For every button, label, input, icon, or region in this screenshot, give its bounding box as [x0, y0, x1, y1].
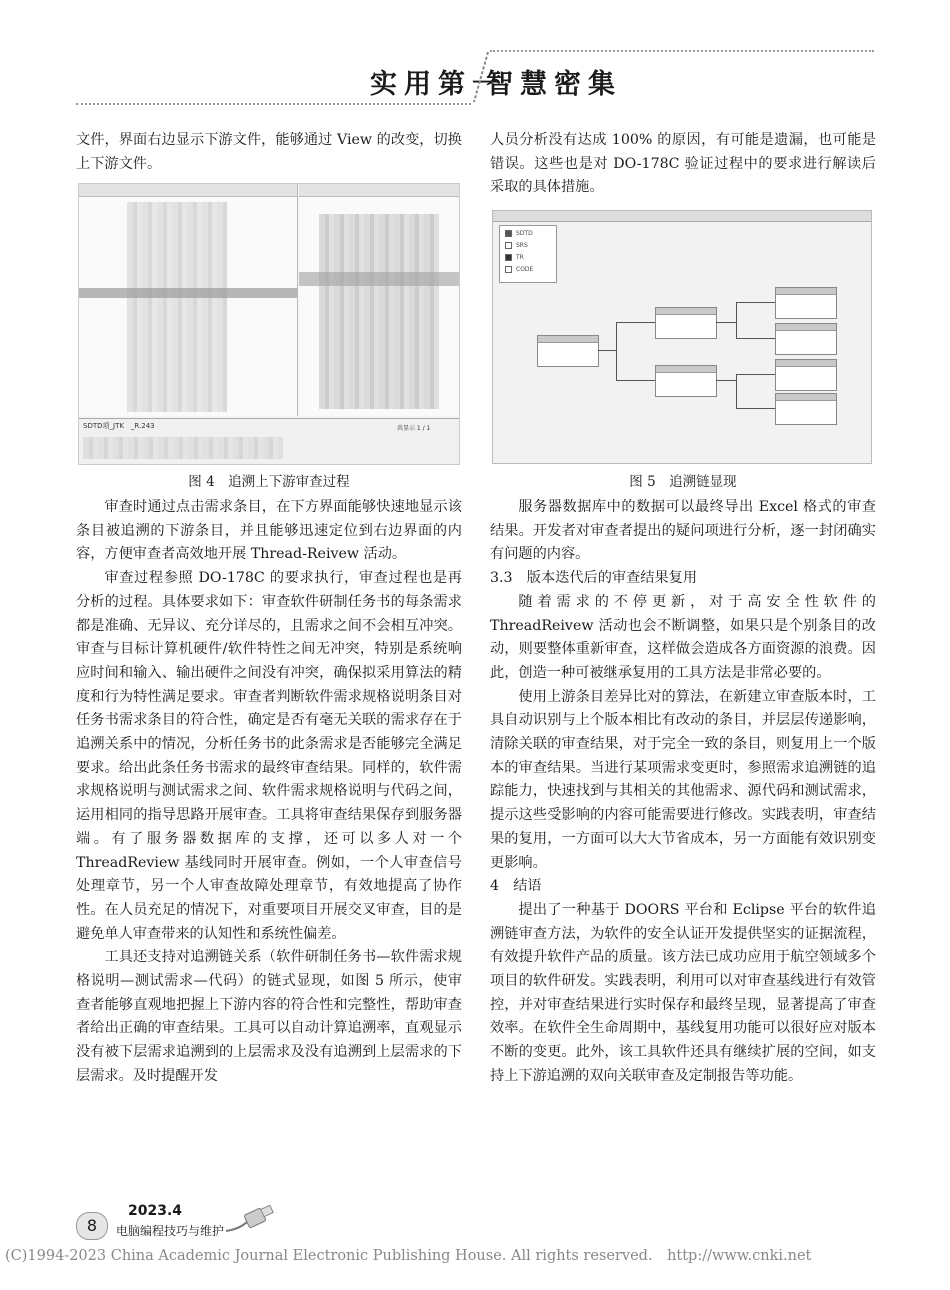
fig4-left-highlight: [79, 288, 297, 298]
left-paragraph-1: 审查时通过点击需求条目，在下方界面能够快速地显示该条目被追溯的下游条目，并且能够迅速定位到右边界面的内容，方便审查者高效地开展 Thread-Reivew 活动。: [76, 499, 462, 563]
fig4-bottom-rows: [83, 437, 283, 459]
trace-node-level3-4: [775, 393, 837, 425]
section-3-3-heading: 3.3 版本迭代后的审查结果复用: [490, 570, 698, 587]
figure-5: [492, 210, 872, 464]
fig5-legend: [499, 225, 557, 283]
fig4-right-header: [299, 184, 459, 197]
header-right-title: 智慧密集: [486, 69, 622, 100]
trace-edge: [736, 408, 775, 409]
legend-tr: TR: [516, 254, 524, 261]
trace-node-level3-3: [775, 359, 837, 391]
trace-node-level2-top: [655, 307, 717, 339]
copyright-notice: (C)1994-2023 China Academic Journal Electronic Publishing House. All rights reserved. http://www.cnki.net: [5, 1248, 812, 1264]
left-paragraph-2: 审查过程参照 DO-178C 的要求执行，审查过程也是再分析的过程。具体要求如下：审查软件研制任务书的每条需求都是准确、无异议、充分详尽的，且需求之间不会相互冲突。审查与目标计算机硬件/软件特性之间无冲突，特别是系统响应时间和输入、输出硬件之间没有冲突，确保拟采用算法的精度和行为特性满足要求。审查者判断软件需求规格说明条目对任务书需求条目的符合性，确定是否有毫无关联的需求存在于追溯关系中的情况，分析任务书的此条需求是否能够完全满足要求。给出此条任务书需求的最终审查结果。同样的，软件需求规格说明与测试需求之间、软件需求规格说明与代码之间，运用相同的指导思路开展审查。工具将审查结果保存到服务器端。有了服务器数据库的支撑，还可以多人对一个 ThreadReview 基线同时开展审查。例如，一个人审查信号处理章节，另一个人审查故障处理章节，有效地提高了协作性。在人员充足的情况下，对重要项目开展交叉审查，目的是避免单人审查带来的认知性和系统性偏差。: [76, 570, 462, 942]
right-body: [490, 496, 876, 1089]
cable-plug-icon: [226, 1205, 278, 1235]
fig4-right-pane: [299, 184, 459, 416]
left-body: [76, 496, 462, 1089]
fig4-left-pane: [79, 184, 298, 416]
fig4-footer-label: SDTD项_JTK _R.243: [83, 422, 155, 430]
trace-edge: [716, 322, 736, 323]
legend-code: CODE: [516, 266, 534, 273]
fig4-count-text: 共显示 1 / 1: [397, 425, 431, 432]
trace-node-root: [537, 335, 599, 367]
trace-edge: [616, 322, 655, 323]
legend-srs: SRS: [516, 242, 528, 249]
fig4-left-header: [79, 184, 297, 197]
figure-4: [78, 183, 460, 465]
trace-edge: [736, 374, 737, 408]
trace-edge: [736, 302, 737, 338]
legend-sdtd: SDTD: [516, 230, 533, 237]
fig4-right-rows: [319, 214, 439, 409]
right-paragraph-4: 提出了一种基于 DOORS 平台和 Eclipse 平台的软件追溯链审查方法，为软件的安全认证开发提供坚实的证据流程，有效提升软件产品的质量。该方法已成功应用于航空领域多个项目的软件研发。实践表明，利用可以对审查基线进行有效管控，并对审查结果进行实时保存和最终呈现，显著提高了审查效率。在软件全生命周期中，基线复用功能可以很好应对版本不断的变更。此外，该工具软件还具有继续扩展的空间，如支持上下游追溯的双向关联审查及定制报告等功能。: [490, 901, 876, 1084]
legend-swatch-icon: [505, 242, 512, 249]
trace-node-level3-1: [775, 287, 837, 319]
right-paragraph-3-3-1: 随着需求的不停更新，对于高安全性软件的 ThreadReivew 活动也会不断调整，如果只是个别条目的改动，则要整体重新审查，这样做会造成各方面资源的浪费。因此，创造一种可被继承复用的工具方法是非常必要的。: [490, 593, 876, 681]
trace-edge: [616, 322, 617, 380]
header-divider-right: [490, 50, 874, 52]
magazine-name: 电脑编程技巧与维护: [116, 1224, 225, 1238]
fig4-caption: 图 4 追溯上下游审查过程: [188, 474, 350, 490]
left-paragraph-3: 工具还支持对追溯链关系（软件研制任务书—软件需求规格说明—测试需求—代码）的链式显现，如图 5 所示，使审查者能够直观地把握上下游内容的符合性和完整性，帮助审查者给出正确的审查结果。工具可以自动计算追溯率，直观显示没有被下层需求追溯到的上层需求及没有追溯到上层需求的下层需求。及时提醒开发: [76, 949, 462, 1084]
header-left-title: 实用第一: [370, 69, 506, 100]
trace-edge: [736, 374, 775, 375]
right-top-paragraph: 人员分析没有达成 100% 的原因，有可能是遗漏，也可能是错误。这些也是对 DO-178C 验证过程中的要求进行解读后采取的具体措施。: [490, 132, 876, 196]
legend-swatch-icon: [505, 230, 512, 237]
trace-edge: [598, 350, 616, 351]
fig5-caption: 图 5 追溯链显现: [629, 474, 737, 490]
right-paragraph-export: 服务器数据库中的数据可以最终导出 Excel 格式的审查结果。开发者对审查者提出的疑问项进行分析，逐一封闭确实有问题的内容。: [490, 499, 876, 563]
trace-edge: [616, 380, 655, 381]
page-number: 8: [76, 1212, 108, 1240]
fig4-left-rows: [127, 202, 227, 412]
legend-swatch-icon: [505, 254, 512, 261]
fig4-right-highlight: [299, 272, 459, 286]
fig5-titlebar: [493, 211, 871, 222]
legend-swatch-icon: [505, 266, 512, 273]
trace-edge: [736, 338, 775, 339]
left-top-paragraph: 文件，界面右边显示下游文件，能够通过 View 的改变，切换上下游文件。: [76, 132, 462, 172]
cable-plug-graphic: [226, 1205, 278, 1235]
trace-edge: [716, 380, 736, 381]
section-4-heading: 4 结语: [490, 878, 542, 895]
right-paragraph-3-3-2: 使用上游条目差异比对的算法，在新建立审查版本时，工具自动识别与上个版本相比有改动的条目，并层层传递影响，清除关联的审查结果，对于完全一致的条目，则复用上一个版本的审查结果。当进行某项需求变更时，参照需求追溯链的追踪能力，快速找到与其相关的其他需求、源代码和测试需求，提示这些受影响的内容可能需要进行修改。实践表明，审查结果的复用，一方面可以大大节省成本，另一方面能有效识别变更影响。: [490, 688, 876, 871]
fig4-bottom-pane: [79, 418, 459, 465]
issue-number: 2023.4: [128, 1203, 183, 1219]
trace-node-level2-bottom: [655, 365, 717, 397]
header-divider-left: [76, 103, 471, 105]
trace-node-level3-2: [775, 323, 837, 355]
trace-edge: [736, 302, 775, 303]
